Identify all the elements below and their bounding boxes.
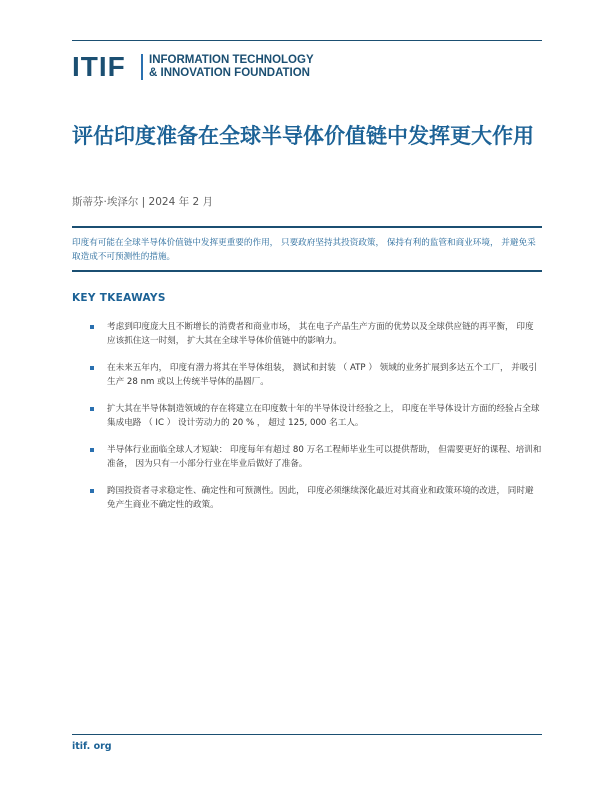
key-takeaways-heading: KEY TKEAWAYS [72, 292, 166, 304]
square-bullet-icon [90, 366, 94, 370]
byline: 斯蒂芬·埃泽尔 | 2024 年 2 月 [72, 196, 213, 208]
takeaway-item [72, 321, 542, 348]
square-bullet-icon [90, 448, 94, 452]
logo-mark: ITIF [72, 51, 126, 82]
itif-logo [72, 52, 312, 82]
organization-name-line2: & INNOVATION FOUNDATION [149, 67, 310, 79]
footer-site-link[interactable]: itif. org [72, 741, 112, 752]
takeaway-item [72, 485, 542, 512]
square-bullet-icon [90, 407, 94, 411]
footer-rule [72, 734, 542, 735]
takeaway-item [72, 403, 542, 430]
takeaway-item [72, 362, 542, 389]
takeaway-text: 考虑到印度庞大且不断增长的消费者和商业市场， 其在电子产品生产方面的优势以及全球供应链的再平衡， 印度应该抓住这一时刻， 扩大其在全球半导体价值链中的影响力。 [107, 322, 534, 346]
takeaway-text: 扩大其在半导体制造领域的存在将建立在印度数十年的半导体设计经验之上， 印度在半导体设计方面的经验占全球集成电路 （ IC ） 设计劳动力的 20 % ， 超过 125, 000 名工人。 [107, 404, 540, 428]
takeaway-text: 跨国投资者寻求稳定性、确定性和可预测性。因此， 印度必须继续深化最近对其商业和政策环境的改进， 同时避免产生商业不确定性的政策。 [107, 486, 534, 510]
organization-name [149, 54, 314, 80]
report-title: 评估印度准备在全球半导体价值链中发挥更大作用 [72, 124, 534, 148]
organization-name-line1: INFORMATION TECHNOLOGY [149, 54, 314, 66]
summary-top-rule [72, 226, 542, 228]
takeaway-item [72, 444, 542, 471]
summary-text: 印度有可能在全球半导体价值链中发挥更重要的作用， 只要政府坚持其投资政策， 保持有利的监管和商业环境， 并避免采取造成不可预测性的措施。 [72, 238, 536, 262]
takeaway-text: 半导体行业面临全球人才短缺： 印度每年有超过 80 万名工程师毕业生可以提供帮助， 但需要更好的课程、培训和准备， 因为只有一小部分行业在毕业后做好了准备。 [107, 445, 542, 469]
key-takeaways-list [72, 321, 542, 526]
square-bullet-icon [90, 489, 94, 493]
logo-divider [141, 54, 143, 80]
takeaway-text: 在未来五年内， 印度有潜力将其在半导体组装， 测试和封装 （ ATP ） 领域的业务扩展到多达五个工厂， 并吸引生产 28 nm 或以上传统半导体的晶圆厂。 [107, 363, 538, 387]
top-rule [72, 40, 542, 41]
summary-bottom-rule [72, 270, 542, 272]
square-bullet-icon [90, 325, 94, 329]
